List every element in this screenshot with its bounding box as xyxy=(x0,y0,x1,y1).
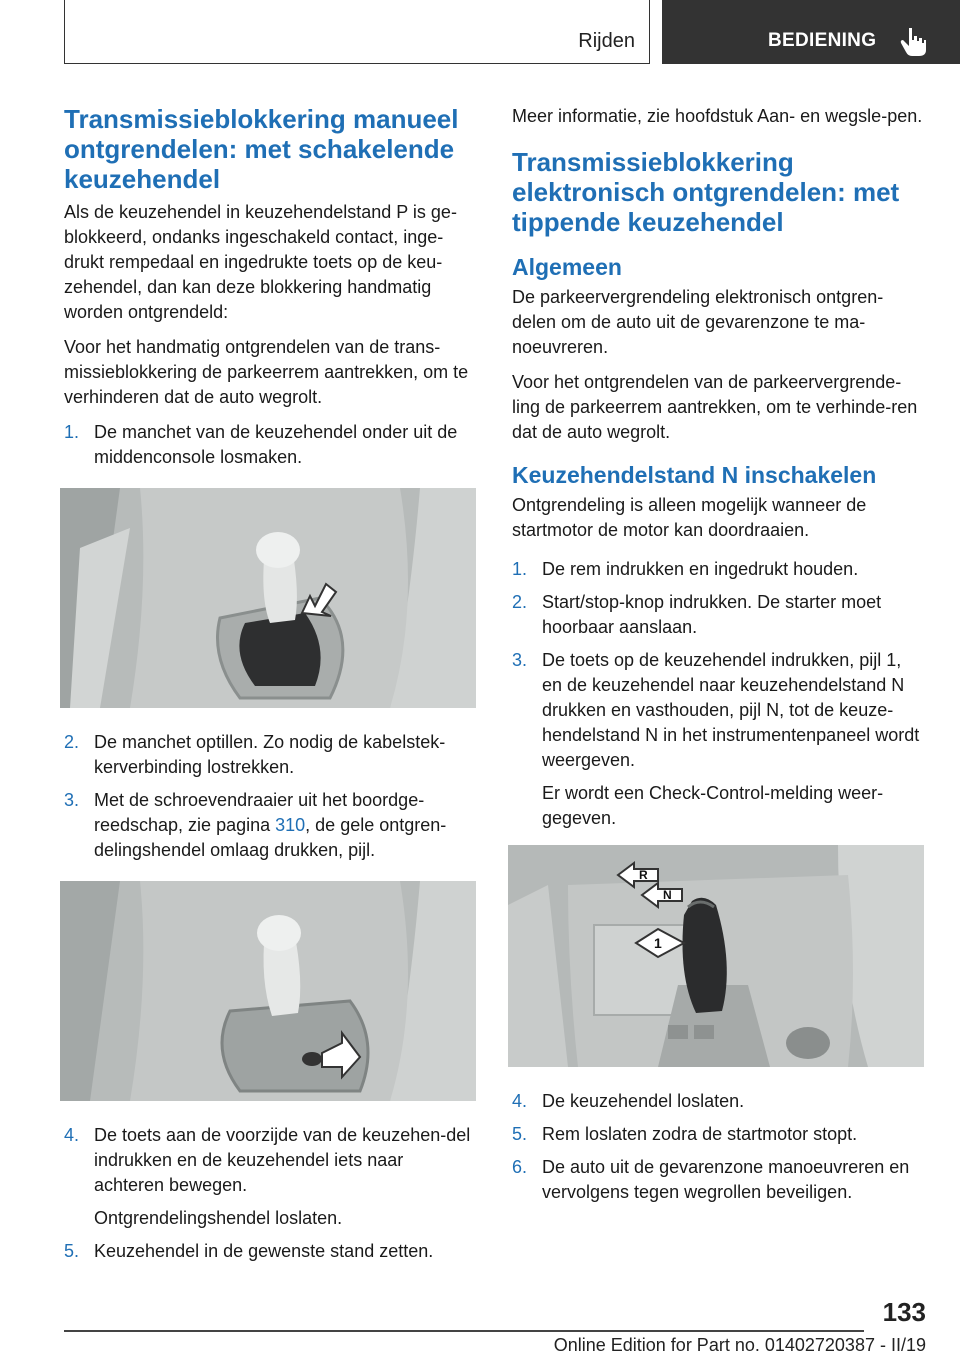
step-text: De keuzehendel loslaten. xyxy=(542,1091,745,1111)
step-number: 6. xyxy=(512,1157,528,1177)
left-steps-list-a xyxy=(64,420,478,470)
list-item xyxy=(64,1239,478,1264)
left-paragraph-1: Als de keuzehendel in keuzehendelstand P is ge-blokkeerd, ondanks ingeschakeld contact, inge-drukt rempedaal en ingedrukte toets op de keu-zehendel, dan kan deze blokkering handmatig worden ontgrendeld: xyxy=(64,202,457,322)
footer-divider xyxy=(64,1330,864,1332)
subheading-gear-n: Keuzehendelstand N inschakelen xyxy=(512,462,877,488)
step-text: De manchet van de keuzehendel onder uit de middenconsole losmaken. xyxy=(94,422,458,467)
header-section-box xyxy=(64,0,650,64)
step-number: 5. xyxy=(512,1124,528,1144)
subheading-general: Algemeen xyxy=(512,254,622,280)
step-number: 3. xyxy=(64,790,80,810)
list-item xyxy=(512,590,926,640)
general-paragraph-2: Voor het ontgrendelen van de parkeervergrende-ling de parkeerrem aantrekken, om te verhinde-ren dat de auto wegrolt. xyxy=(512,372,918,442)
left-steps-list-c xyxy=(64,1123,478,1264)
gear-n-paragraph: Ontgrendeling is alleen mogelijk wanneer de startmotor de motor kan doordraaien. xyxy=(512,495,867,540)
step-text: De rem indrukken en ingedrukt houden. xyxy=(542,559,859,579)
list-item xyxy=(512,557,926,582)
step-subtext: Er wordt een Check-Control-melding weer-gegeven. xyxy=(542,783,884,828)
photo-label-r: R xyxy=(639,868,648,882)
left-heading: Transmissieblokkering manueel ontgrendelen: met schakelende keuzehendel xyxy=(64,104,459,194)
step-text: De manchet optillen. Zo nodig de kabelstek-kerverbinding lostrekken. xyxy=(94,732,446,777)
step-number: 2. xyxy=(64,732,80,752)
step-subtext: Ontgrendelingshendel loslaten. xyxy=(94,1208,343,1228)
right-steps-list-b xyxy=(512,1089,926,1205)
list-item xyxy=(64,730,478,780)
step-text: Start/stop-knop indrukken. De starter moet hoorbaar aanslaan. xyxy=(542,592,882,637)
photo-unlock-lever xyxy=(60,881,476,1101)
step-text-after: , de gele ontgren-delingshendel omlaag drukken, pijl. xyxy=(94,815,447,860)
step-number: 5. xyxy=(64,1241,80,1261)
photo-gear-boot-removal xyxy=(60,488,476,708)
step-text: De toets op de keuzehendel indrukken, pijl 1, en de keuzehendel naar keuzehendelstand N drukken en vasthouden, pijl N, tot de keuze-hendelstand N in het instrumentenpaneel wordt weergeven. xyxy=(542,650,920,770)
photo-tipping-selector xyxy=(508,845,924,1067)
pointing-hand-icon xyxy=(900,26,926,56)
step-number: 1. xyxy=(64,422,80,442)
step-text: Keuzehendel in de gewenste stand zetten. xyxy=(94,1241,434,1261)
list-item xyxy=(512,1089,926,1114)
photo-label-n: N xyxy=(663,888,672,902)
step-text: Rem loslaten zodra de startmotor stopt. xyxy=(542,1124,858,1144)
list-item xyxy=(512,1155,926,1205)
step-number: 4. xyxy=(64,1125,80,1145)
step-number: 4. xyxy=(512,1091,528,1111)
header-chapter-title: BEDIENING xyxy=(768,30,877,51)
right-steps-list-a xyxy=(512,557,926,831)
right-heading: Transmissieblokkering elektronisch ontgrendelen: met tippende keuzehendel xyxy=(512,147,900,237)
left-paragraph-2: Voor het handmatig ontgrendelen van de trans-missieblokkering de parkeerrem aantrekken, om te verhinderen dat de auto wegrolt. xyxy=(64,337,469,407)
header-chapter-tab xyxy=(662,0,960,64)
page-reference-link[interactable]: 310 xyxy=(275,815,306,835)
left-column xyxy=(64,104,478,1272)
photo-label-one: 1 xyxy=(654,935,662,951)
right-column xyxy=(512,104,926,1213)
list-item xyxy=(64,788,478,863)
step-text: De toets aan de voorzijde van de keuzehen-del indrukken en de keuzehendel iets naar achteren bewegen. xyxy=(94,1125,471,1195)
page-number: 133 xyxy=(882,1297,926,1327)
list-item xyxy=(64,420,478,470)
step-text: De auto uit de gevarenzone manoeuvreren en vervolgens tegen wegrollen beveiligen. xyxy=(542,1157,910,1202)
step-number: 3. xyxy=(512,650,528,670)
list-item xyxy=(512,648,926,831)
footer-edition-text: Online Edition for Part no. 01402720387 - II/19 xyxy=(553,1335,926,1355)
list-item xyxy=(64,1123,478,1231)
step-number: 1. xyxy=(512,559,528,579)
step-text-before: Met de schroevendraaier uit het boordge-reedschap, zie pagina xyxy=(94,790,425,835)
list-item xyxy=(512,1122,926,1147)
step-number: 2. xyxy=(512,592,528,612)
left-steps-list-b xyxy=(64,730,478,863)
general-paragraph-1: De parkeervergrendeling elektronisch ontgren-delen om de auto uit de gevarenzone te ma-noeuvreren. xyxy=(512,287,884,357)
header-section-title: Rijden xyxy=(578,30,635,52)
right-intro: Meer informatie, zie hoofdstuk Aan- en wegsle-pen. xyxy=(512,106,923,126)
